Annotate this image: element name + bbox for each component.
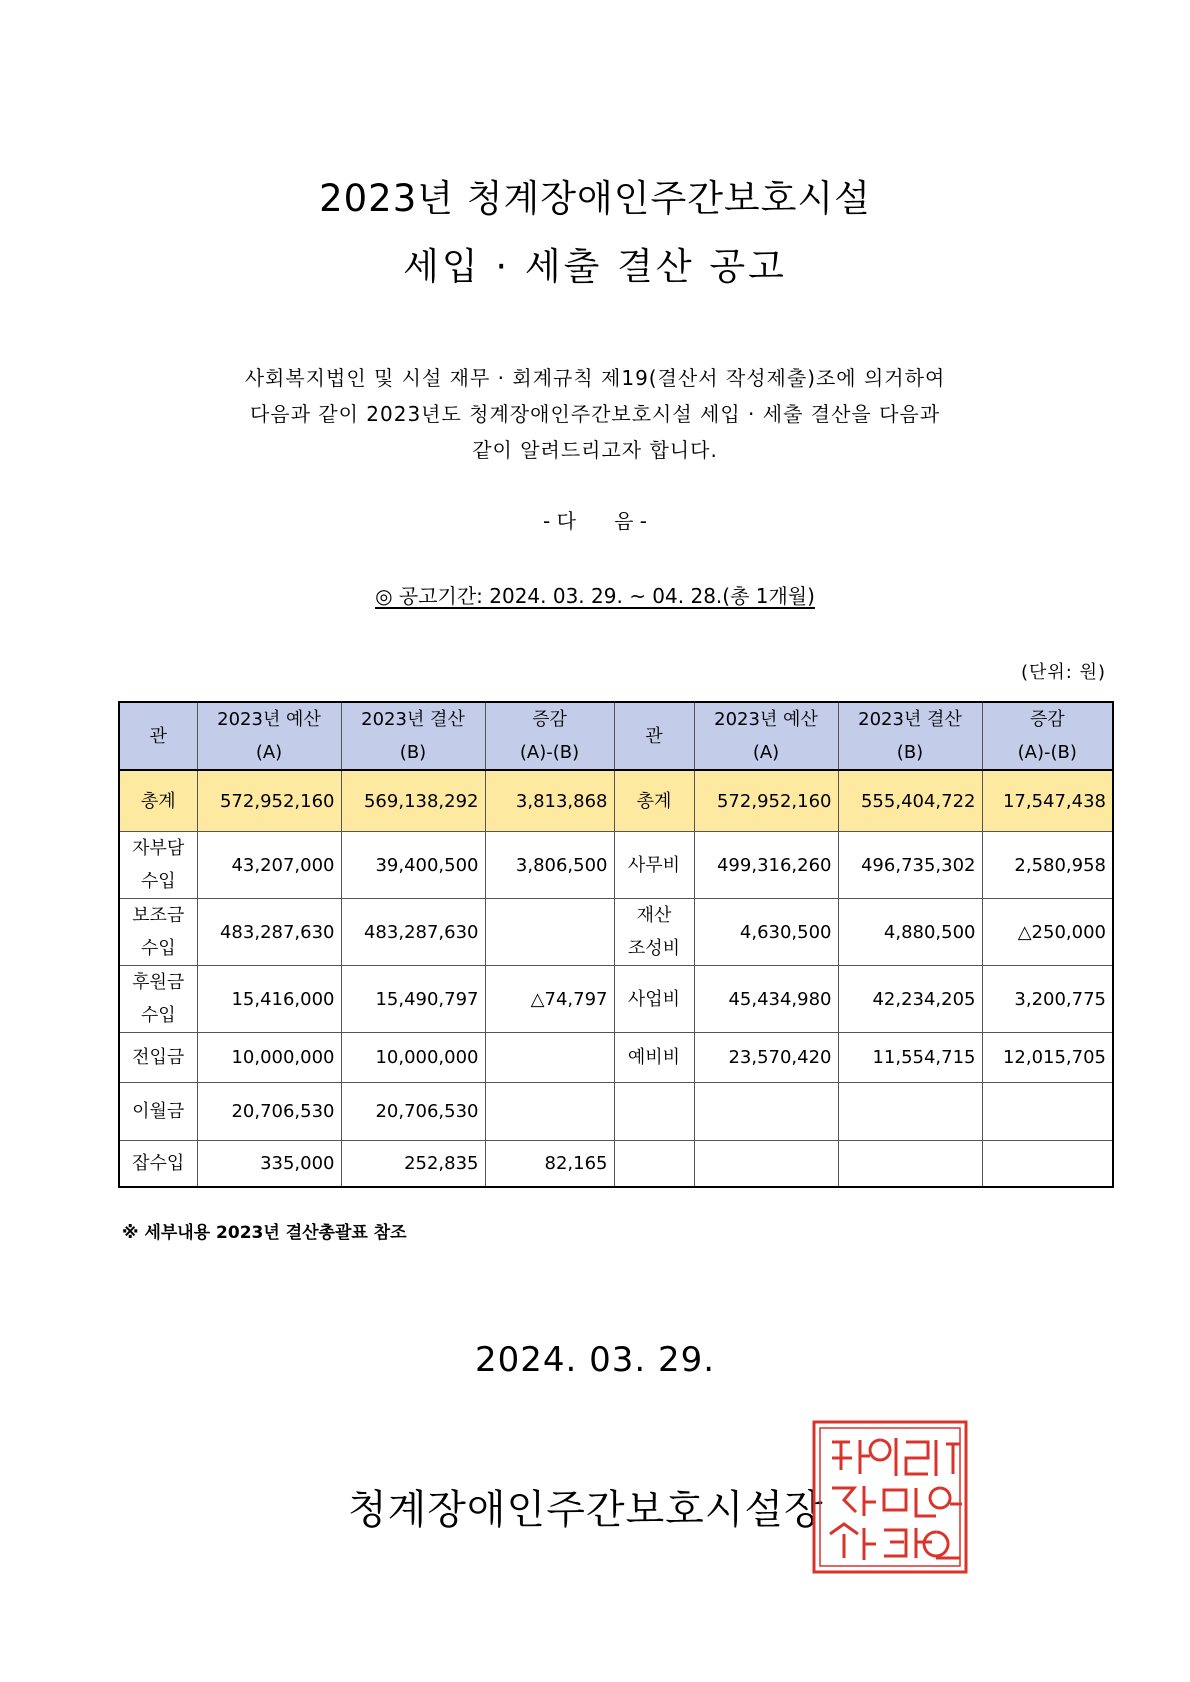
total-cell: 572,952,160 — [197, 770, 341, 832]
table-row — [119, 1141, 1113, 1187]
table-cell: 483,287,630 — [197, 899, 341, 966]
total-cell: 572,952,160 — [694, 770, 838, 832]
header-cell: 증감 (A)-(B) — [982, 702, 1113, 770]
revenue-category: 보조금 수입 — [119, 899, 197, 966]
table-cell: 483,287,630 — [341, 899, 485, 966]
notice-period — [0, 580, 1190, 609]
header-cell: 증감 (A)-(B) — [485, 702, 614, 770]
table-cell: 20,706,530 — [341, 1083, 485, 1141]
expense-category: 사무비 — [614, 832, 694, 899]
table-cell: △74,797 — [485, 966, 614, 1033]
table-row — [119, 966, 1113, 1033]
header-cell: 2023년 예산 (A) — [197, 702, 341, 770]
announcement-date: 2024. 03. 29. — [474, 1340, 716, 1380]
table-cell: 11,554,715 — [838, 1033, 982, 1083]
table-cell: 82,165 — [485, 1141, 614, 1187]
revenue-category: 후원금 수입 — [119, 966, 197, 1033]
table-cell — [694, 1083, 838, 1141]
intro-line: 다음과 같이 2023년도 청계장애인주간보호시설 세입 · 세출 결산을 다음과 — [249, 402, 941, 426]
table-cell: △250,000 — [982, 899, 1113, 966]
table-cell — [982, 1083, 1113, 1141]
table-cell — [838, 1083, 982, 1141]
total-label: 총계 — [614, 770, 694, 832]
table-body — [119, 832, 1113, 1187]
section-divider-text: - 다 음 - — [543, 509, 647, 533]
header-cell: 2023년 결산 (B) — [341, 702, 485, 770]
budget-table — [118, 701, 1114, 1188]
notice-period-text: ◎ 공고기간: 2024. 03. 29. ~ 04. 28.(총 1개월) — [375, 584, 815, 608]
table-cell: 496,735,302 — [838, 832, 982, 899]
table-cell: 499,316,260 — [694, 832, 838, 899]
table-row — [119, 1083, 1113, 1141]
official-seal-stamp — [810, 1418, 970, 1576]
header-cell: 관 — [119, 702, 197, 770]
table-cell: 10,000,000 — [197, 1033, 341, 1083]
table-cell: 10,000,000 — [341, 1033, 485, 1083]
table-row — [119, 1033, 1113, 1083]
table-cell: 252,835 — [341, 1141, 485, 1187]
table-cell — [485, 1033, 614, 1083]
total-label: 총계 — [119, 770, 197, 832]
table-cell: 3,806,500 — [485, 832, 614, 899]
footnote: ※ 세부내용 2023년 결산총괄표 참조 — [122, 1223, 407, 1243]
table-cell: 3,200,775 — [982, 966, 1113, 1033]
document-title: 2023년 청계장애인주간보호시설 — [319, 177, 871, 220]
table-cell: 43,207,000 — [197, 832, 341, 899]
expense-category — [614, 1083, 694, 1141]
table-cell — [838, 1141, 982, 1187]
table-cell: 23,570,420 — [694, 1033, 838, 1083]
document-subtitle: 세입 · 세출 결산 공고 — [403, 245, 787, 288]
table-total-row — [119, 770, 1113, 832]
expense-category — [614, 1141, 694, 1187]
revenue-category: 전입금 — [119, 1033, 197, 1083]
table-row — [119, 832, 1113, 899]
table-cell: 42,234,205 — [838, 966, 982, 1033]
expense-category: 재산 조성비 — [614, 899, 694, 966]
table-row — [119, 899, 1113, 966]
intro-line: 같이 알려드리고자 합니다. — [472, 438, 718, 462]
table-cell: 15,490,797 — [341, 966, 485, 1033]
total-cell: 569,138,292 — [341, 770, 485, 832]
unit-label: (단위: 원) — [1021, 662, 1106, 683]
table-cell — [485, 1083, 614, 1141]
revenue-category: 이월금 — [119, 1083, 197, 1141]
header-cell: 2023년 결산 (B) — [838, 702, 982, 770]
intro-paragraph — [0, 360, 1190, 468]
total-cell: 3,813,868 — [485, 770, 614, 832]
table-cell: 20,706,530 — [197, 1083, 341, 1141]
table-cell — [982, 1141, 1113, 1187]
organization-name: 청계장애인주간보호시설장 — [348, 1487, 824, 1533]
table-cell — [485, 899, 614, 966]
expense-category: 사업비 — [614, 966, 694, 1033]
table-cell: 4,630,500 — [694, 899, 838, 966]
table-cell — [694, 1141, 838, 1187]
expense-category: 예비비 — [614, 1033, 694, 1083]
table-cell: 2,580,958 — [982, 832, 1113, 899]
revenue-category: 자부담 수입 — [119, 832, 197, 899]
table-cell: 335,000 — [197, 1141, 341, 1187]
table-cell: 45,434,980 — [694, 966, 838, 1033]
header-cell: 2023년 예산 (A) — [694, 702, 838, 770]
table-cell: 4,880,500 — [838, 899, 982, 966]
revenue-category: 잡수입 — [119, 1141, 197, 1187]
table-cell: 15,416,000 — [197, 966, 341, 1033]
table-cell: 12,015,705 — [982, 1033, 1113, 1083]
total-cell: 17,547,438 — [982, 770, 1113, 832]
header-cell: 관 — [614, 702, 694, 770]
table-header-row — [119, 702, 1113, 770]
intro-line: 사회복지법인 및 시설 재무 · 회계규칙 제19(결산서 작성제출)조에 의거하여 — [244, 366, 946, 390]
total-cell: 555,404,722 — [838, 770, 982, 832]
table-cell: 39,400,500 — [341, 832, 485, 899]
